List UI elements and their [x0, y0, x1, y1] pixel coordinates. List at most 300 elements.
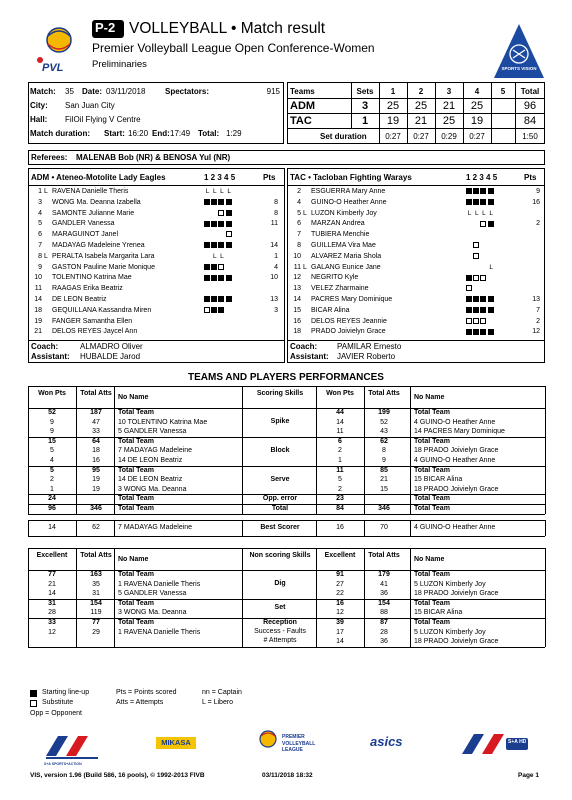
- stat-b-won: 22: [336, 590, 344, 598]
- stat-a-name: 10 TOLENTINO Katrina Mae: [118, 418, 208, 426]
- stat-b-total: 36: [380, 590, 388, 598]
- player-number: 14: [34, 296, 42, 303]
- player-number: 4: [38, 209, 42, 217]
- stat-a-name: 5 GANDLER Vanessa: [118, 590, 187, 598]
- total-label: Total:: [198, 129, 220, 138]
- player-name: DELOS REYES Jeannie: [311, 317, 387, 325]
- stat-a-total: 19: [92, 476, 100, 484]
- score-b-set4: 19: [470, 115, 484, 127]
- stat-a-total: 64: [92, 437, 100, 445]
- stat-b-total: 154: [378, 599, 390, 607]
- legend-libero: L = Libero: [202, 699, 234, 706]
- player-number: 11: [34, 285, 42, 293]
- stat-b-total: 21: [380, 476, 388, 484]
- player-name: ALVAREZ Maria Shola: [311, 252, 382, 260]
- score-a-set4: 25: [470, 100, 484, 112]
- match-label: Match:: [30, 87, 56, 96]
- stat-a-name: 1 RAVENA Danielle Theris: [118, 628, 201, 636]
- starter-square-icon: [466, 307, 472, 313]
- starter-square-icon: [204, 264, 210, 270]
- score-b-sets: 1: [361, 115, 369, 127]
- stat-a-name: Total Team: [118, 437, 154, 445]
- score-header-sets: Sets: [356, 87, 374, 96]
- stat-b-name: Total Team: [414, 409, 450, 416]
- libero-mark: L: [220, 188, 224, 195]
- starter-square-icon: [218, 296, 224, 302]
- substitute-square-icon: [473, 242, 479, 248]
- player-name: LUZON Kimberly Joy: [311, 209, 377, 217]
- stat-a-won: 5: [50, 466, 54, 474]
- skill-name: Spike: [270, 418, 290, 426]
- starter-square-icon: [473, 307, 479, 313]
- libero-mark: L: [227, 188, 231, 195]
- player-number: 7: [38, 242, 42, 249]
- stat-b-won: 11: [336, 428, 344, 436]
- score-header-teams: Teams: [290, 87, 315, 96]
- stat-a-total: 77: [92, 619, 100, 626]
- stat-b-name: 14 PACRES Mary Dominique: [414, 428, 505, 436]
- score-team-a: ADM: [290, 100, 316, 112]
- legend-starting-icon: [30, 690, 37, 697]
- stat-a-won: 2: [50, 476, 54, 484]
- stat-b-name: 18 PRADO Joivielyn Grace: [414, 485, 499, 493]
- libero-marker: L: [303, 209, 307, 217]
- team-b-assistant-label: Assistant:: [290, 352, 329, 361]
- stat-a-won: 14: [48, 590, 56, 598]
- substitute-square-icon: [466, 318, 472, 324]
- skill-name: Reception: [263, 619, 297, 626]
- player-set-participation: [204, 220, 233, 229]
- team-a-title: ADM • Ateneo-Motolite Lady Eagles: [31, 173, 166, 182]
- player-number: 10: [293, 252, 301, 260]
- spectators-label: Spectators:: [165, 87, 210, 96]
- player-set-participation: [466, 328, 495, 337]
- stat-a-name: Total Team: [118, 505, 154, 512]
- player-set-participation: [204, 274, 233, 283]
- stat-b-total: 179: [378, 571, 390, 578]
- starter-square-icon: [211, 221, 217, 227]
- starter-square-icon: [466, 329, 472, 335]
- starter-square-icon: [488, 307, 494, 313]
- player-number: 16: [293, 317, 301, 325]
- player-name: GUILLEMA Vira Mae: [311, 242, 376, 249]
- starter-square-icon: [473, 296, 479, 302]
- starter-square-icon: [473, 188, 479, 194]
- skill-name: Dig: [274, 580, 286, 588]
- column-header-name-b: No Name: [414, 394, 445, 401]
- score-b-total: 84: [523, 115, 537, 127]
- column-header-total: Total Atts: [80, 552, 112, 559]
- player-number: 14: [293, 296, 301, 303]
- city-label: City:: [30, 101, 48, 110]
- stat-b-won: 1: [338, 457, 342, 464]
- column-header-b: Excellent: [324, 552, 356, 559]
- stat-b-won: 2: [338, 485, 342, 493]
- player-name: GANDLER Vanessa: [52, 220, 115, 228]
- match-number: 35: [65, 87, 74, 96]
- player-name: RAVENA Danielle Theris: [52, 188, 129, 195]
- player-set-participation: [204, 231, 233, 240]
- stat-b-won: 84: [336, 505, 344, 512]
- starter-square-icon: [211, 307, 217, 313]
- stat-a-name: 3 WONG Ma. Deanna: [118, 485, 187, 493]
- player-name: BICAR Alina: [311, 306, 350, 314]
- stat-b-won: 14: [336, 418, 344, 426]
- player-points: 10: [270, 274, 278, 282]
- sponsor-asics-text: asics: [370, 734, 403, 749]
- sports-vision-logo: [492, 22, 546, 80]
- stat-b-total: 15: [380, 485, 388, 493]
- stat-a-won: 96: [48, 505, 56, 512]
- sponsor-sa-logo: [44, 730, 100, 760]
- stat-a-won: 31: [48, 599, 56, 607]
- starter-square-icon: [480, 296, 486, 302]
- stat-b-name: 15 BICAR Alina: [414, 476, 463, 484]
- substitute-square-icon: [218, 264, 224, 270]
- duration-label: Match duration:: [30, 129, 90, 138]
- stat-b-won: 2: [338, 447, 342, 455]
- skill-name: Set: [274, 604, 286, 612]
- starter-square-icon: [488, 188, 494, 194]
- start-label: Start:: [104, 129, 125, 138]
- starter-square-icon: [488, 221, 494, 227]
- player-number: 4: [297, 198, 301, 206]
- skill-name: Total: [271, 504, 289, 512]
- column-header-skill: Scoring Skills: [256, 390, 304, 397]
- stat-b-name: Total Team: [414, 619, 450, 626]
- libero-marker: L: [303, 263, 307, 271]
- skill-subtitle-2: # Attempts: [263, 637, 297, 644]
- libero-marker: L: [44, 188, 48, 195]
- best-skill-name: Best Scorer: [260, 523, 300, 531]
- player-number: 6: [38, 231, 42, 239]
- skill-name: Opp. error: [262, 495, 298, 503]
- team-a-coach: ALMADRO Oliver: [80, 342, 143, 351]
- player-set-participation: [204, 307, 233, 316]
- starter-square-icon: [226, 210, 232, 216]
- stat-b-total: 62: [380, 437, 388, 445]
- player-points: 2: [536, 317, 540, 325]
- set4-duration: 0:27: [469, 132, 485, 141]
- referees-label: Referees:: [31, 153, 68, 162]
- starter-square-icon: [218, 242, 224, 248]
- stat-a-won: 9: [50, 428, 54, 436]
- player-name: MARZAN Andrea: [311, 220, 365, 228]
- stat-b-total: 43: [380, 428, 388, 436]
- player-name: PACRES Mary Dominique: [311, 296, 393, 303]
- stat-b-name: 15 BICAR Alina: [414, 609, 463, 617]
- total-time: 1:29: [226, 129, 242, 138]
- player-name: TOLENTINO Katrina Mae: [52, 274, 132, 282]
- stat-b-name: Total Team: [414, 505, 450, 512]
- score-team-b: TAC: [290, 115, 312, 127]
- player-set-participation: [466, 220, 495, 229]
- stat-a-name: Total Team: [118, 495, 154, 503]
- team-a-sets-header: 1 2 3 4 5: [204, 173, 236, 182]
- stat-a-won: 21: [48, 580, 56, 588]
- league-name: Premier Volleyball League Open Conference-Women: [92, 41, 375, 55]
- starter-square-icon: [466, 275, 472, 281]
- stat-a-total: 187: [90, 409, 102, 416]
- starter-square-icon: [204, 296, 210, 302]
- player-name: MADAYAG Madeleine Yrenea: [52, 242, 145, 249]
- player-points: 2: [536, 220, 540, 228]
- team-a-coach-label: Coach:: [31, 342, 59, 351]
- player-number: 18: [34, 306, 42, 314]
- player-number: 7: [297, 231, 301, 239]
- starter-square-icon: [218, 275, 224, 281]
- substitute-square-icon: [204, 307, 210, 313]
- player-number: 8: [38, 252, 42, 260]
- legend-opponent: Opp = Opponent: [30, 710, 82, 717]
- player-points: 11: [270, 220, 278, 228]
- best-a-name: 7 MADAYAG Madeleine: [118, 523, 193, 531]
- starter-square-icon: [480, 188, 486, 194]
- footer-datetime: 03/11/2018 18:32: [262, 772, 313, 779]
- player-name: ESGUERRA Mary Anne: [311, 188, 386, 195]
- footer-page: Page 1: [518, 772, 539, 779]
- score-header-set1: 1: [390, 87, 396, 96]
- team-a-assistant: HUBALDE Jarod: [80, 352, 141, 361]
- best-a-won: 14: [48, 523, 56, 531]
- starter-square-icon: [466, 188, 472, 194]
- stat-a-won: 12: [48, 628, 56, 636]
- player-points: 14: [270, 242, 278, 249]
- stat-a-total: 18: [92, 447, 100, 455]
- legend-substitute-text: Substitute: [42, 699, 74, 706]
- stat-a-total: 154: [90, 599, 102, 607]
- score-header-set2: 2: [418, 87, 424, 96]
- spectators-count: 915: [266, 87, 280, 96]
- stat-b-won: 14: [336, 638, 344, 646]
- starter-square-icon: [488, 329, 494, 335]
- legend-atts: Atts = Attempts: [116, 699, 164, 706]
- stat-b-name: Total Team: [414, 437, 450, 445]
- starter-square-icon: [204, 275, 210, 281]
- player-set-participation: [466, 285, 495, 294]
- player-number: 12: [293, 274, 301, 282]
- player-number: 2: [297, 188, 301, 195]
- stat-b-total: 28: [380, 628, 388, 636]
- starter-square-icon: [204, 242, 210, 248]
- player-set-participation: [204, 296, 233, 305]
- player-number: 19: [34, 317, 42, 325]
- score-header-set3: 3: [446, 87, 452, 96]
- team-b-title: TAC • Tacloban Fighting Warays: [290, 173, 412, 182]
- player-set-participation: [466, 318, 495, 327]
- player-name: TUBIERA Menchie: [311, 231, 370, 239]
- stat-b-won: 44: [336, 409, 344, 416]
- stat-a-total: 16: [92, 457, 100, 464]
- column-header-total-b: Total Atts: [368, 552, 400, 559]
- stat-a-name: Total Team: [118, 571, 154, 578]
- starter-square-icon: [211, 296, 217, 302]
- player-number: 10: [34, 274, 42, 282]
- stat-b-name: 4 GUINO-O Heather Anne: [414, 457, 496, 464]
- substitute-square-icon: [473, 253, 479, 259]
- starter-square-icon: [218, 221, 224, 227]
- starter-square-icon: [211, 264, 217, 270]
- match-date: 03/11/2018: [106, 87, 146, 96]
- end-label: End:: [152, 129, 170, 138]
- player-set-participation: [466, 199, 495, 208]
- player-name: VELEZ Zharmaine: [311, 285, 369, 293]
- substitute-square-icon: [473, 318, 479, 324]
- stat-a-won: 52: [48, 409, 56, 416]
- document-title: VOLLEYBALL • Match result: [129, 20, 326, 37]
- starter-square-icon: [480, 199, 486, 205]
- team-b-coach-label: Coach:: [290, 342, 318, 351]
- team-b-sets-header: 1 2 3 4 5: [466, 173, 498, 182]
- player-set-participation: [466, 253, 495, 262]
- stat-b-total: 52: [380, 418, 388, 426]
- stat-a-name: Total Team: [118, 409, 154, 416]
- phase-name: Preliminaries: [92, 59, 147, 70]
- player-number: 6: [297, 220, 301, 228]
- libero-mark: L: [474, 209, 479, 217]
- referees-names: MALENAB Bob (NR) & BENOSA Yul (NR): [76, 153, 231, 162]
- team-a-assistant-label: Assistant:: [31, 352, 70, 361]
- libero-mark: L: [489, 263, 493, 271]
- stat-b-total: 8: [382, 447, 386, 455]
- starter-square-icon: [488, 199, 494, 205]
- player-name: GALANG Eunice Jane: [311, 263, 381, 271]
- legend-captain: nn = Captain: [202, 689, 242, 696]
- stat-b-name: Total Team: [414, 466, 450, 474]
- skill-name: Block: [270, 447, 290, 455]
- best-a-total: 62: [92, 523, 100, 531]
- total-duration: 1:50: [522, 132, 538, 141]
- score-a-sets: 3: [361, 100, 369, 112]
- player-set-participation: [204, 253, 233, 262]
- player-set-participation: [466, 307, 495, 316]
- player-points: 13: [532, 296, 540, 303]
- starter-square-icon: [473, 329, 479, 335]
- stat-b-total: 199: [378, 409, 390, 416]
- skill-subtitle: Success - Faults: [254, 628, 306, 635]
- stat-b-won: 12: [336, 609, 344, 617]
- stat-a-won: 33: [48, 619, 56, 626]
- stat-b-won: 5: [338, 476, 342, 484]
- footer-version: VIS, version 1.96 (Build 586, 16 pools), © 1992-2013 FIVB: [30, 772, 205, 779]
- libero-mark: L: [467, 209, 472, 217]
- stat-a-total: 31: [92, 590, 100, 598]
- sponsor-sa-hd-text: S+A HD: [508, 739, 527, 745]
- substitute-square-icon: [218, 210, 224, 216]
- player-set-participation: [466, 264, 495, 273]
- stat-a-name: Total Team: [118, 599, 154, 607]
- stat-b-name: 18 PRADO Joivielyn Grace: [414, 638, 499, 646]
- substitute-square-icon: [480, 221, 486, 227]
- player-number: 1: [38, 188, 42, 195]
- starter-square-icon: [473, 199, 479, 205]
- starter-square-icon: [466, 199, 472, 205]
- player-set-participation: [466, 188, 495, 197]
- stat-a-total: 33: [92, 428, 100, 436]
- sponsor-pvl-logo: [256, 728, 280, 758]
- libero-mark: L: [212, 252, 217, 260]
- stat-b-won: 23: [336, 495, 344, 503]
- column-header-b: Won Pts: [326, 390, 354, 397]
- legend-substitute-icon: [30, 700, 37, 707]
- starter-square-icon: [226, 221, 232, 227]
- legend-starting-text: Starting line-up: [42, 689, 90, 696]
- team-b-coach: PAMILAR Ernesto: [337, 342, 402, 351]
- player-set-participation: [466, 296, 495, 305]
- player-points: 16: [532, 198, 540, 206]
- stat-b-total: 41: [380, 580, 388, 588]
- starter-square-icon: [226, 275, 232, 281]
- starter-square-icon: [218, 199, 224, 205]
- player-points: 1: [274, 252, 278, 260]
- set3-duration: 0:29: [441, 132, 457, 141]
- stat-b-total: 85: [380, 466, 388, 474]
- stat-b-total: 36: [380, 638, 388, 646]
- stat-a-total: 29: [92, 628, 100, 636]
- hall-label: Hall:: [30, 115, 48, 124]
- player-points: 8: [274, 209, 278, 217]
- sponsor-sa-text: S+A SPORTS+ACTION: [44, 762, 82, 766]
- libero-mark: L: [220, 252, 224, 260]
- player-number: 11: [293, 263, 301, 271]
- sports-vision-logo-text: SPORTS VISION: [501, 66, 537, 71]
- player-points: 12: [532, 328, 540, 336]
- stat-a-name: Total Team: [118, 466, 154, 474]
- starter-square-icon: [226, 199, 232, 205]
- score-a-set1: 25: [386, 100, 400, 112]
- starter-square-icon: [204, 199, 210, 205]
- libero-mark: L: [212, 188, 217, 195]
- stat-a-name: 5 GANDLER Vanessa: [118, 428, 187, 436]
- stat-b-name: Total Team: [414, 571, 450, 578]
- libero-mark: L: [489, 209, 493, 217]
- set2-duration: 0:27: [413, 132, 429, 141]
- column-header-total: Total Atts: [80, 390, 112, 397]
- stat-a-name: 14 DE LEON Beatriz: [118, 476, 183, 484]
- stat-b-name: Total Team: [414, 599, 450, 607]
- starter-square-icon: [211, 242, 217, 248]
- player-set-participation: [466, 274, 495, 283]
- stat-b-won: 91: [336, 571, 344, 578]
- player-number: 13: [293, 285, 301, 293]
- team-a-pts-header: Pts: [263, 173, 276, 182]
- starter-square-icon: [226, 242, 232, 248]
- stat-a-total: 19: [92, 485, 100, 493]
- stat-b-total: 88: [380, 609, 388, 617]
- stat-b-total: 87: [380, 619, 388, 626]
- sponsor-pvl-text: PREMIER VOLLEYBALL LEAGUE: [282, 734, 316, 753]
- column-header-total-b: Total Atts: [368, 390, 400, 397]
- score-a-total: 96: [523, 100, 537, 112]
- best-b-name: 4 GUINO-O Heather Anne: [414, 523, 496, 531]
- stat-a-total: 163: [90, 571, 102, 578]
- stat-a-won: 28: [48, 609, 56, 617]
- starter-square-icon: [480, 329, 486, 335]
- starter-square-icon: [211, 275, 217, 281]
- player-name: GEQUILLANA Kassandra Miren: [52, 306, 152, 314]
- score-b-set3: 25: [442, 115, 456, 127]
- player-name: DE LEON Beatriz: [52, 296, 107, 303]
- stat-a-total: 47: [92, 418, 100, 426]
- stat-a-won: 77: [48, 571, 56, 578]
- start-time: 16:20: [128, 129, 149, 138]
- stat-a-won: 4: [50, 457, 54, 464]
- player-set-participation: [204, 210, 233, 219]
- player-points: 7: [536, 306, 540, 314]
- player-name: DELOS REYES Jaycel Ann: [52, 328, 138, 336]
- hall-value: FilOil Flying V Centre: [65, 115, 141, 124]
- stat-a-name: 1 RAVENA Danielle Theris: [118, 580, 201, 588]
